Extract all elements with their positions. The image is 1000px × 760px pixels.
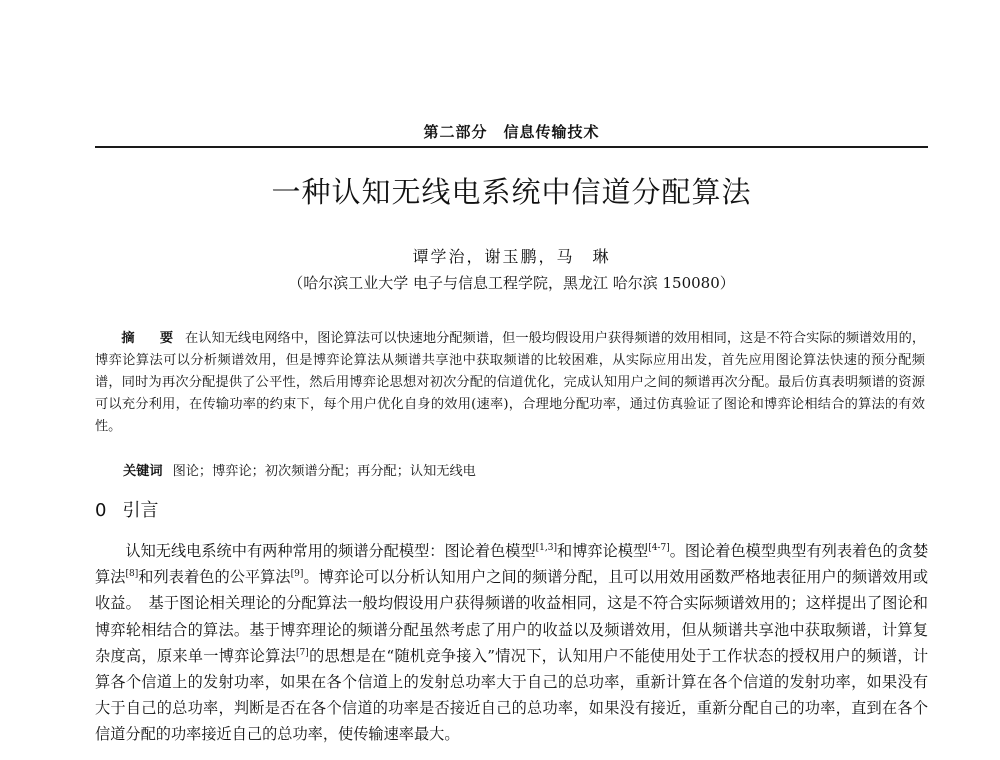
citation-ref: [4-7] (648, 542, 670, 553)
intro-paragraph (95, 538, 928, 748)
intro-text-5: 。博弈论可以分析认知用户之间的频谱分配，且可以用效用函数严格地表征用户的频谱效用或收益。 基于图论相关理论的分配算法一般均假设用户获得频谱的收益相同，这是不符合实际频谱效用的；这样提出了图论和博弈轮相结合的算法。基于博弈理论的频谱分配虽然考虑了用户的收益以及频谱效用，但从频谱共享池中获取频谱，计算复杂度高，原来单一博弈论算法 (95, 568, 929, 665)
intro-heading (95, 496, 158, 522)
intro-text-6: 的思想是在“随机竞争接入”情况下，认知用户不能使用处于工作状态的授权用户的频谱，计算各个信道上的发射功率，如果在各个信道上的发射总功率大于自己的总功率，重新计算在各个信道的发射功率，如果没有大于自己的总功率，判断是否在各个信道的功率是否接近自己的总功率，如果没有接近，重新分配自己的功率，直到在各个信道分配的功率接近自己的总功率，使传输速率最大。 (95, 646, 929, 744)
keywords (123, 460, 923, 479)
header-rule (95, 146, 928, 148)
abstract-label: 摘 要 (121, 331, 180, 346)
keywords-label: 关键词 (123, 464, 163, 479)
citation-ref: [1,3] (535, 542, 557, 553)
citation-ref: [7] (296, 647, 309, 658)
affiliation: （哈尔滨工业大学 电子与信息工程学院，黑龙江 哈尔滨 150080） (288, 274, 735, 292)
intro-text-2: 和博弈论模型 (557, 542, 649, 560)
keywords-text: 图论；博弈论；初次频谱分配；再分配；认知无线电 (172, 464, 476, 479)
intro-text-4: 和列表着色的公平算法 (138, 568, 291, 587)
authors: 谭学治，谢玉鹏，马 琳 (412, 247, 611, 266)
citation-ref: [9] (290, 569, 304, 580)
abstract (95, 328, 925, 438)
abstract-text: 在认知无线电网络中，图论算法可以快速地分配频谱，但一般均假设用户获得频谱的效用相同，这是不符合实际的频谱效用的，博弈论算法可以分析频谱效用，但是博弈论算法从频谱共享池中获取频谱的比较困难，从实际应用出发，首先应用图论算法快速的预分配频谱，同时为再次分配提供了公平性，然后用博弈论思想对初次分配的信道优化，完成认知用户之间的频谱再次分配。最后仿真表明频谱的资源可以充分利用，在传输功率的约束下，每个用户优化自身的效用(速率)，合理地分配功率，通过仿真验证了图论和博弈论相结合的算法的有效性。 (95, 331, 926, 434)
paper-title: 一种认知无线电系统中信道分配算法 (271, 175, 752, 209)
intro-heading-text: 引言 (122, 500, 159, 521)
intro-text-3: 。图论着色模型典型有列表着色的贪婪算法 (95, 542, 929, 587)
intro-text-1: 认知无线电系统中有两种常用的频谱分配模型：图论着色模型 (125, 542, 536, 560)
section-header: 第二部分 信息传输技术 (423, 123, 600, 141)
citation-ref: [8] (125, 569, 139, 580)
intro-section-number: 0 (95, 500, 107, 521)
